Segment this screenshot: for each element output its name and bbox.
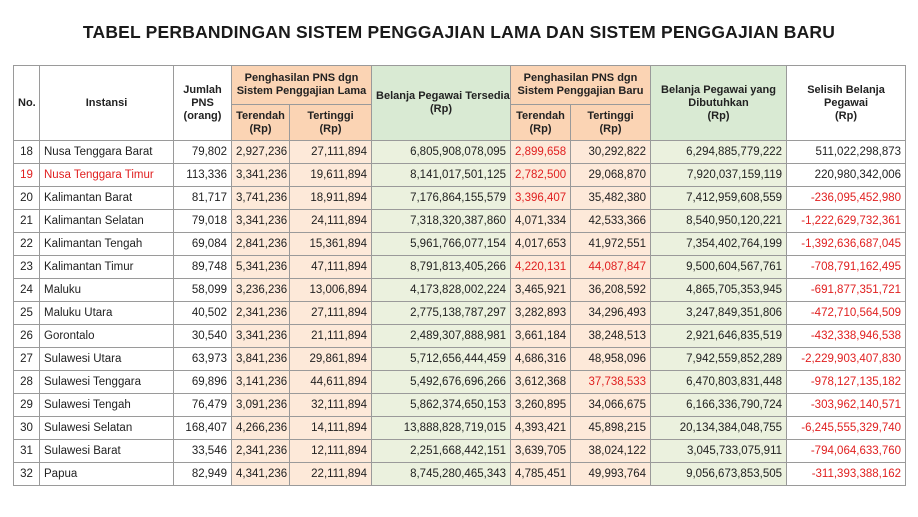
cell-jumlah: 79,018	[174, 210, 232, 233]
cell-old-lowest: 3,841,236	[232, 348, 290, 371]
cell-old-highest: 19,611,894	[290, 164, 372, 187]
header-no: No.	[14, 66, 40, 141]
cell-new-highest: 48,958,096	[571, 348, 651, 371]
cell-old-lowest: 3,091,236	[232, 394, 290, 417]
cell-required-budget: 7,412,959,608,559	[651, 187, 787, 210]
cell-no: 32	[14, 463, 40, 486]
cell-old-lowest: 4,266,236	[232, 417, 290, 440]
cell-difference: -794,064,633,760	[787, 440, 906, 463]
cell-difference: 220,980,342,006	[787, 164, 906, 187]
cell-old-lowest: 3,341,236	[232, 164, 290, 187]
header-jumlah-pns: Jumlah PNS (orang)	[174, 66, 232, 141]
cell-instansi: Sulawesi Utara	[40, 348, 174, 371]
cell-new-lowest: 3,661,184	[511, 325, 571, 348]
cell-jumlah: 63,973	[174, 348, 232, 371]
cell-available-budget: 2,775,138,787,297	[372, 302, 511, 325]
cell-available-budget: 7,176,864,155,579	[372, 187, 511, 210]
table-row	[14, 210, 906, 233]
table-row	[14, 463, 906, 486]
cell-no: 27	[14, 348, 40, 371]
cell-old-lowest: 2,841,236	[232, 233, 290, 256]
cell-new-lowest: 3,639,705	[511, 440, 571, 463]
cell-old-highest: 13,006,894	[290, 279, 372, 302]
cell-old-highest: 15,361,894	[290, 233, 372, 256]
cell-available-budget: 5,712,656,444,459	[372, 348, 511, 371]
cell-old-highest: 14,111,894	[290, 417, 372, 440]
table-row	[14, 233, 906, 256]
cell-available-budget: 2,489,307,888,981	[372, 325, 511, 348]
header-difference: Selisih Belanja Pegawai (Rp)	[787, 66, 906, 141]
cell-instansi: Nusa Tenggara Timur	[40, 164, 174, 187]
cell-available-budget: 8,141,017,501,125	[372, 164, 511, 187]
cell-jumlah: 79,802	[174, 141, 232, 164]
cell-difference: -303,962,140,571	[787, 394, 906, 417]
cell-old-highest: 27,111,894	[290, 302, 372, 325]
cell-old-highest: 29,861,894	[290, 348, 372, 371]
header-old-highest: Tertinggi (Rp)	[290, 105, 372, 141]
cell-available-budget: 5,862,374,650,153	[372, 394, 511, 417]
table-row	[14, 256, 906, 279]
header-new-lowest: Terendah (Rp)	[511, 105, 571, 141]
cell-new-lowest: 4,785,451	[511, 463, 571, 486]
cell-available-budget: 8,745,280,465,343	[372, 463, 511, 486]
cell-instansi: Sulawesi Barat	[40, 440, 174, 463]
cell-no: 19	[14, 164, 40, 187]
cell-old-highest: 47,111,894	[290, 256, 372, 279]
cell-required-budget: 9,056,673,853,505	[651, 463, 787, 486]
cell-old-highest: 27,111,894	[290, 141, 372, 164]
cell-available-budget: 8,791,813,405,266	[372, 256, 511, 279]
cell-required-budget: 4,865,705,353,945	[651, 279, 787, 302]
header-available-budget: Belanja Pegawai Tersedia (Rp)	[372, 66, 511, 141]
cell-new-lowest: 3,260,895	[511, 394, 571, 417]
cell-instansi: Gorontalo	[40, 325, 174, 348]
header-required-budget: Belanja Pegawai yang Dibutuhkan (Rp)	[651, 66, 787, 141]
cell-new-lowest: 3,396,407	[511, 187, 571, 210]
header-old-salary-group: Penghasilan PNS dgn Sistem Penggajian Lama	[232, 66, 372, 105]
cell-old-lowest: 3,236,236	[232, 279, 290, 302]
cell-jumlah: 69,896	[174, 371, 232, 394]
cell-difference: -691,877,351,721	[787, 279, 906, 302]
cell-instansi: Sulawesi Selatan	[40, 417, 174, 440]
cell-no: 24	[14, 279, 40, 302]
cell-required-budget: 6,166,336,790,724	[651, 394, 787, 417]
cell-difference: -472,710,564,509	[787, 302, 906, 325]
cell-old-lowest: 2,927,236	[232, 141, 290, 164]
header-new-highest: Tertinggi (Rp)	[571, 105, 651, 141]
cell-jumlah: 82,949	[174, 463, 232, 486]
cell-difference: 511,022,298,873	[787, 141, 906, 164]
cell-old-lowest: 3,341,236	[232, 325, 290, 348]
table-row	[14, 164, 906, 187]
cell-instansi: Kalimantan Tengah	[40, 233, 174, 256]
cell-instansi: Kalimantan Barat	[40, 187, 174, 210]
cell-required-budget: 6,294,885,779,222	[651, 141, 787, 164]
cell-available-budget: 7,318,320,387,860	[372, 210, 511, 233]
cell-difference: -432,338,946,538	[787, 325, 906, 348]
cell-difference: -708,791,162,495	[787, 256, 906, 279]
cell-difference: -236,095,452,980	[787, 187, 906, 210]
cell-old-lowest: 3,741,236	[232, 187, 290, 210]
cell-new-highest: 42,533,366	[571, 210, 651, 233]
cell-difference: -1,392,636,687,045	[787, 233, 906, 256]
cell-no: 25	[14, 302, 40, 325]
table-body	[14, 141, 906, 486]
cell-old-highest: 21,111,894	[290, 325, 372, 348]
cell-jumlah: 30,540	[174, 325, 232, 348]
cell-old-lowest: 4,341,236	[232, 463, 290, 486]
table-row	[14, 417, 906, 440]
cell-old-highest: 32,111,894	[290, 394, 372, 417]
cell-available-budget: 5,961,766,077,154	[372, 233, 511, 256]
cell-jumlah: 89,748	[174, 256, 232, 279]
cell-new-highest: 34,296,493	[571, 302, 651, 325]
cell-instansi: Kalimantan Timur	[40, 256, 174, 279]
cell-new-lowest: 4,220,131	[511, 256, 571, 279]
cell-jumlah: 69,084	[174, 233, 232, 256]
cell-new-highest: 38,024,122	[571, 440, 651, 463]
cell-required-budget: 7,354,402,764,199	[651, 233, 787, 256]
cell-instansi: Sulawesi Tengah	[40, 394, 174, 417]
table-row	[14, 394, 906, 417]
cell-no: 30	[14, 417, 40, 440]
cell-new-lowest: 3,465,921	[511, 279, 571, 302]
cell-instansi: Papua	[40, 463, 174, 486]
cell-new-highest: 44,087,847	[571, 256, 651, 279]
cell-new-highest: 30,292,822	[571, 141, 651, 164]
cell-required-budget: 8,540,950,120,221	[651, 210, 787, 233]
cell-no: 29	[14, 394, 40, 417]
cell-no: 21	[14, 210, 40, 233]
cell-available-budget: 13,888,828,719,015	[372, 417, 511, 440]
cell-required-budget: 3,045,733,075,911	[651, 440, 787, 463]
cell-required-budget: 7,942,559,852,289	[651, 348, 787, 371]
cell-available-budget: 2,251,668,442,151	[372, 440, 511, 463]
cell-jumlah: 113,336	[174, 164, 232, 187]
cell-new-lowest: 4,686,316	[511, 348, 571, 371]
cell-required-budget: 2,921,646,835,519	[651, 325, 787, 348]
cell-old-lowest: 3,141,236	[232, 371, 290, 394]
cell-old-highest: 22,111,894	[290, 463, 372, 486]
cell-difference: -311,393,388,162	[787, 463, 906, 486]
cell-jumlah: 40,502	[174, 302, 232, 325]
cell-old-highest: 24,111,894	[290, 210, 372, 233]
cell-difference: -1,222,629,732,361	[787, 210, 906, 233]
cell-no: 23	[14, 256, 40, 279]
cell-available-budget: 4,173,828,002,224	[372, 279, 511, 302]
cell-available-budget: 5,492,676,696,266	[372, 371, 511, 394]
cell-old-highest: 12,111,894	[290, 440, 372, 463]
cell-required-budget: 7,920,037,159,119	[651, 164, 787, 187]
comparison-table-container	[13, 65, 906, 486]
cell-required-budget: 6,470,803,831,448	[651, 371, 787, 394]
cell-old-lowest: 5,341,236	[232, 256, 290, 279]
comparison-table	[13, 65, 906, 486]
cell-new-lowest: 4,017,653	[511, 233, 571, 256]
header-old-lowest: Terendah (Rp)	[232, 105, 290, 141]
cell-no: 31	[14, 440, 40, 463]
cell-no: 26	[14, 325, 40, 348]
table-row	[14, 279, 906, 302]
cell-new-highest: 41,972,551	[571, 233, 651, 256]
cell-old-highest: 18,911,894	[290, 187, 372, 210]
cell-new-lowest: 2,782,500	[511, 164, 571, 187]
cell-instansi: Nusa Tenggara Barat	[40, 141, 174, 164]
cell-required-budget: 3,247,849,351,806	[651, 302, 787, 325]
table-row	[14, 187, 906, 210]
cell-jumlah: 58,099	[174, 279, 232, 302]
cell-instansi: Maluku Utara	[40, 302, 174, 325]
cell-difference: -6,245,555,329,740	[787, 417, 906, 440]
cell-old-lowest: 2,341,236	[232, 302, 290, 325]
cell-new-lowest: 4,071,334	[511, 210, 571, 233]
table-header	[14, 66, 906, 141]
header-instansi: Instansi	[40, 66, 174, 141]
cell-no: 22	[14, 233, 40, 256]
cell-required-budget: 20,134,384,048,755	[651, 417, 787, 440]
cell-new-highest: 49,993,764	[571, 463, 651, 486]
cell-new-highest: 45,898,215	[571, 417, 651, 440]
cell-jumlah: 81,717	[174, 187, 232, 210]
cell-new-highest: 38,248,513	[571, 325, 651, 348]
table-row	[14, 325, 906, 348]
page-title: TABEL PERBANDINGAN SISTEM PENGGAJIAN LAMA DAN SISTEM PENGGAJIAN BARU	[82, 22, 836, 42]
cell-jumlah: 76,479	[174, 394, 232, 417]
cell-required-budget: 9,500,604,567,761	[651, 256, 787, 279]
table-row	[14, 371, 906, 394]
cell-instansi: Maluku	[40, 279, 174, 302]
cell-difference: -978,127,135,182	[787, 371, 906, 394]
cell-new-highest: 37,738,533	[571, 371, 651, 394]
cell-new-lowest: 2,899,658	[511, 141, 571, 164]
table-row	[14, 141, 906, 164]
cell-jumlah: 33,546	[174, 440, 232, 463]
cell-jumlah: 168,407	[174, 417, 232, 440]
cell-difference: -2,229,903,407,830	[787, 348, 906, 371]
cell-new-highest: 34,066,675	[571, 394, 651, 417]
header-new-salary-group: Penghasilan PNS dgn Sistem Penggajian Baru	[511, 66, 651, 105]
table-row	[14, 348, 906, 371]
table-row	[14, 302, 906, 325]
cell-old-lowest: 3,341,236	[232, 210, 290, 233]
table-row	[14, 440, 906, 463]
cell-new-highest: 29,068,870	[571, 164, 651, 187]
cell-no: 28	[14, 371, 40, 394]
cell-available-budget: 6,805,908,078,095	[372, 141, 511, 164]
cell-new-highest: 35,482,380	[571, 187, 651, 210]
cell-instansi: Kalimantan Selatan	[40, 210, 174, 233]
cell-new-lowest: 4,393,421	[511, 417, 571, 440]
cell-old-highest: 44,611,894	[290, 371, 372, 394]
cell-no: 18	[14, 141, 40, 164]
cell-new-lowest: 3,282,893	[511, 302, 571, 325]
cell-new-lowest: 3,612,368	[511, 371, 571, 394]
cell-no: 20	[14, 187, 40, 210]
cell-instansi: Sulawesi Tenggara	[40, 371, 174, 394]
cell-new-highest: 36,208,592	[571, 279, 651, 302]
cell-old-lowest: 2,341,236	[232, 440, 290, 463]
